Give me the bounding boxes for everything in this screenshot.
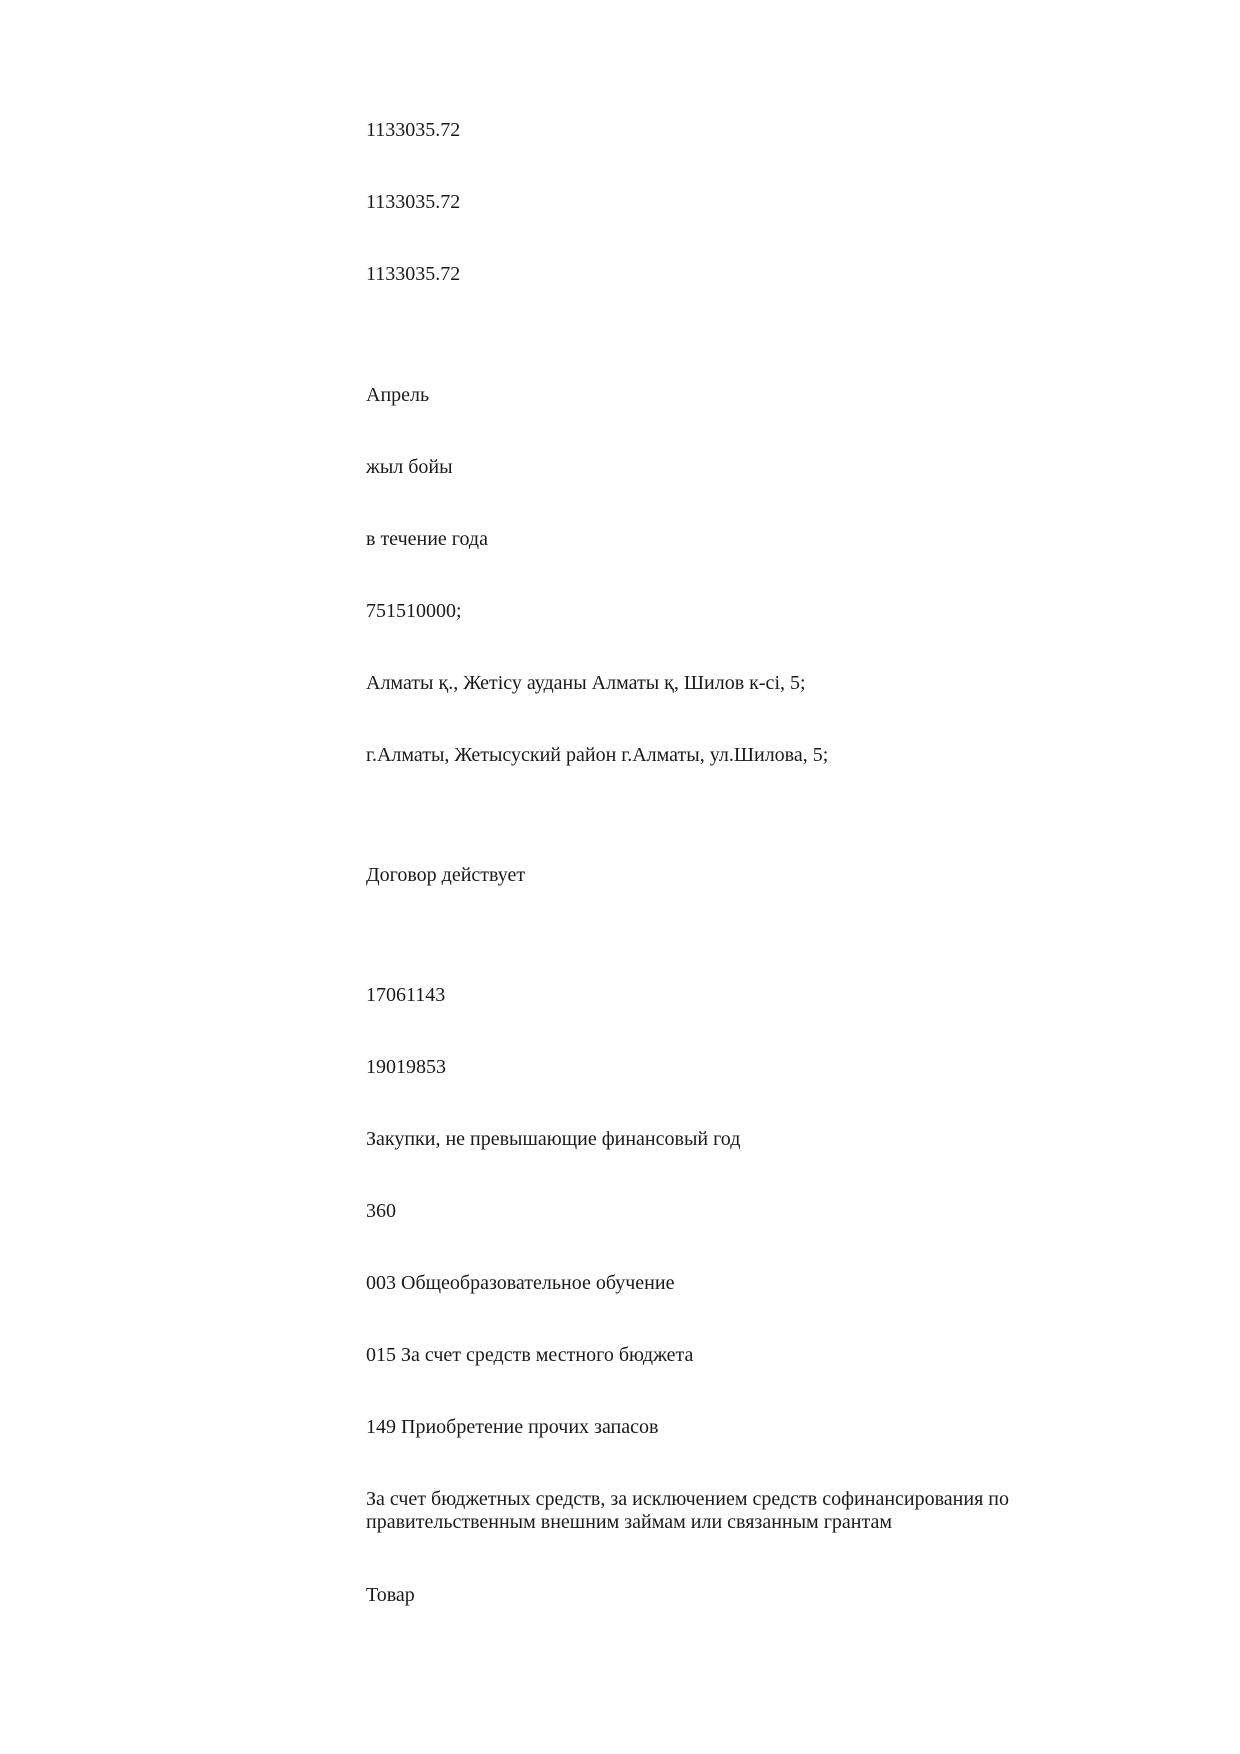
subject-type-line: Товар bbox=[366, 1584, 415, 1606]
period-kz-line: жыл бойы bbox=[366, 456, 453, 478]
address-kz-line: Алматы қ., Жетісу ауданы Алматы қ, Шилов к-сі, 5; bbox=[366, 672, 806, 694]
code-line-2: 19019853 bbox=[366, 1056, 446, 1078]
budget-subprogram-line: 015 За счет средств местного бюджета bbox=[366, 1344, 694, 1366]
specifics-line: 149 Приобретение прочих запасов bbox=[366, 1416, 659, 1438]
code-line-1: 17061143 bbox=[366, 984, 446, 1006]
budget-program-line: 003 Общеобразовательное обучение bbox=[366, 1272, 675, 1294]
contract-status-line: Договор действует bbox=[366, 864, 526, 886]
funding-source-line: За счет бюджетных средств, за исключением средств софинансирования по правительственным внешним займам или связанным грантам bbox=[366, 1488, 1009, 1533]
address-ru-line: г.Алматы, Жетысуский район г.Алматы, ул.Шилова, 5; bbox=[366, 744, 829, 766]
amount-line-1: 1133035.72 bbox=[366, 119, 461, 141]
period-ru-line: в течение года bbox=[366, 528, 488, 550]
amount-line-2: 1133035.72 bbox=[366, 191, 461, 213]
number-line: 360 bbox=[366, 1200, 396, 1222]
kato-code-line: 751510000; bbox=[366, 600, 462, 622]
procurement-type-line: Закупки, не превышающие финансовый год bbox=[366, 1128, 741, 1150]
amount-line-3: 1133035.72 bbox=[366, 263, 461, 285]
month-line: Апрель bbox=[366, 384, 430, 406]
